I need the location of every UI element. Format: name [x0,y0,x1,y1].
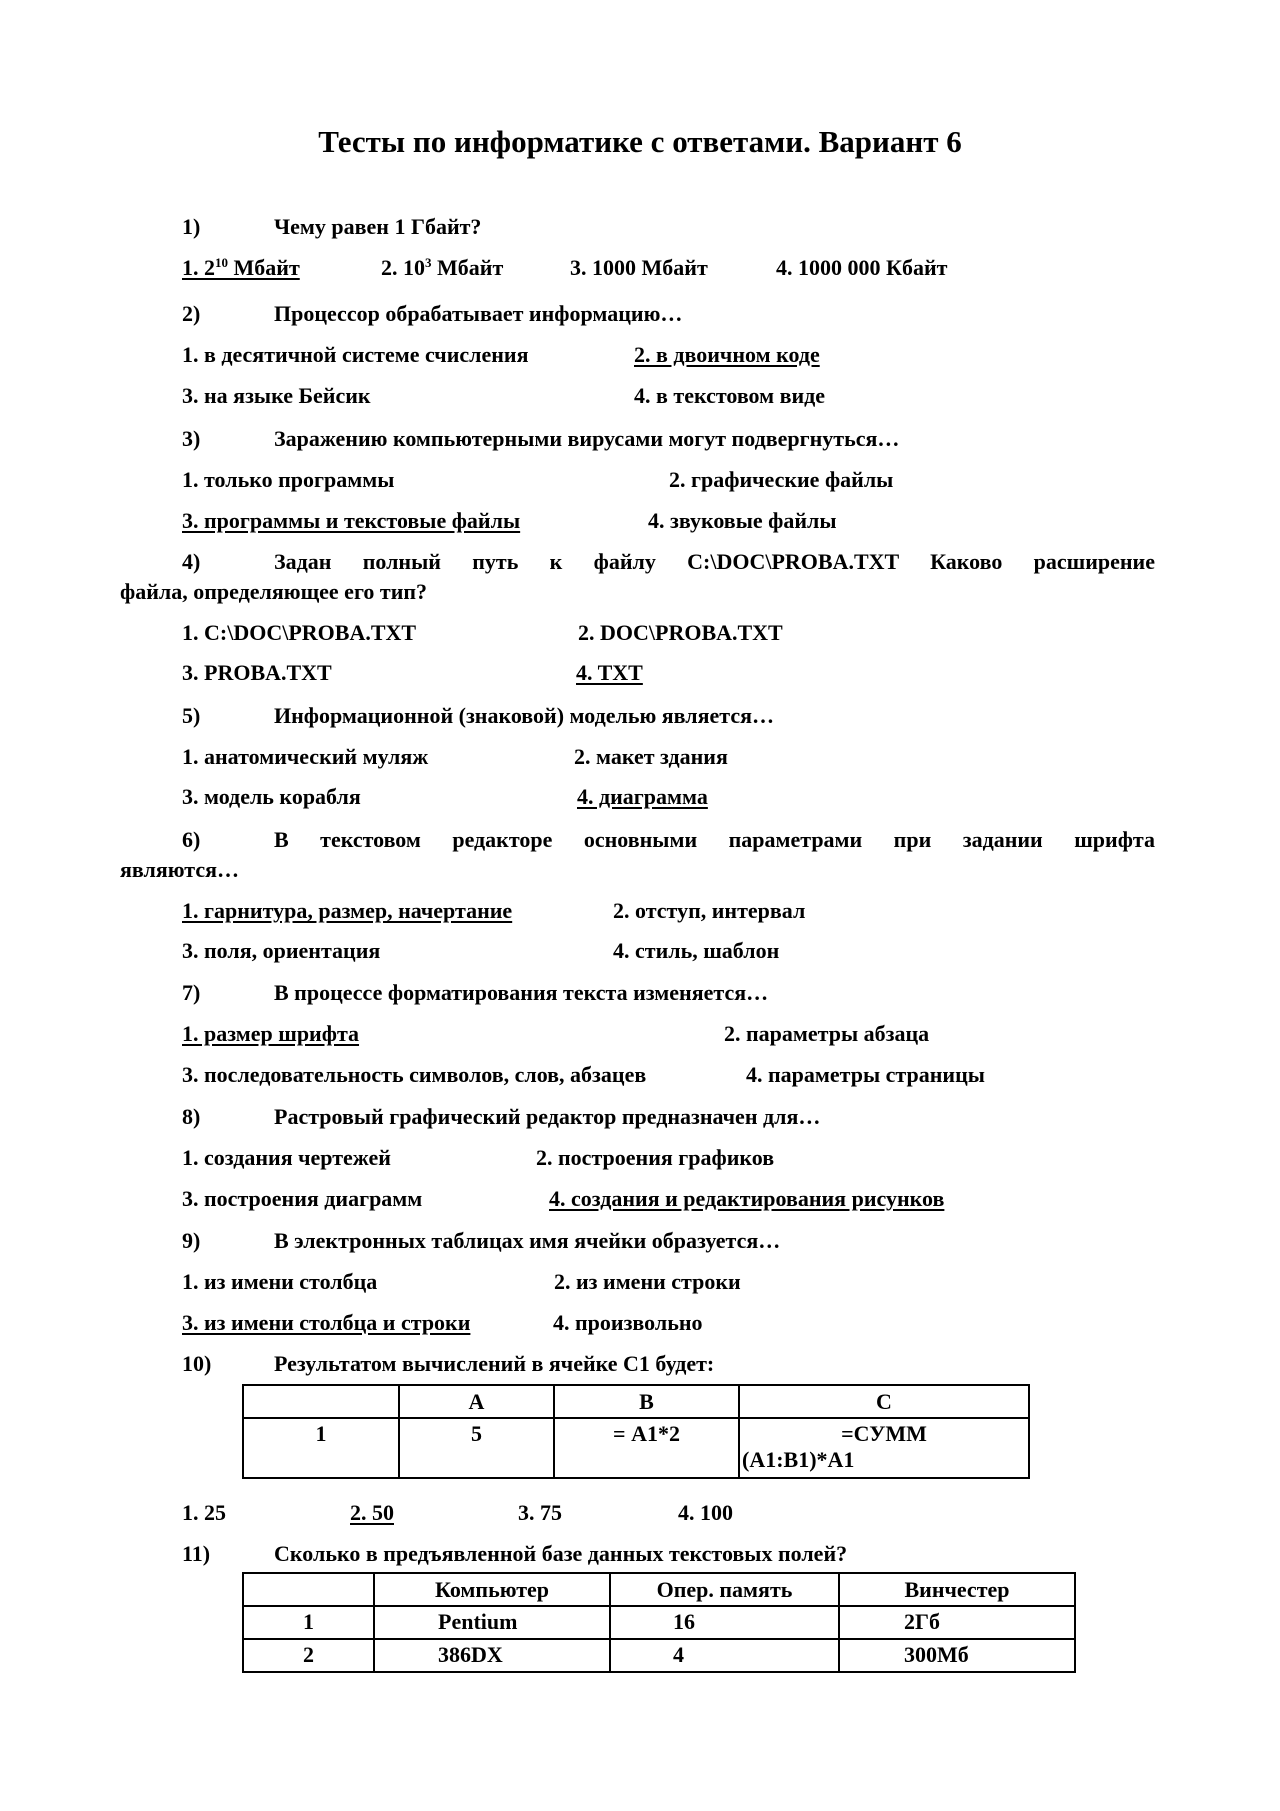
table-cell: 2 [243,1639,374,1672]
answer-option: 2. макет здания [574,744,728,769]
answer-option-correct: 2. в двоичном коде [634,342,820,367]
table-cell [739,1418,1029,1478]
table-row [243,1639,1075,1672]
question-text-continuation: являются… [120,857,240,882]
table-header-row [243,1385,1029,1418]
answer-option-correct: 4. диаграмма [577,784,708,809]
answer-option: 1. создания чертежей [182,1145,391,1170]
spreadsheet-table [242,1384,1030,1479]
question-number: 8) [182,1104,201,1129]
question-number: 9) [182,1228,201,1253]
answer-option: 2. графические файлы [669,467,894,492]
answer-option: 3. построения диаграмм [182,1186,423,1211]
question-text: Заражению компьютерными вирусами могут подвергнуться… [274,426,900,451]
question-text: Растровый графический редактор предназначен для… [274,1104,821,1129]
table-cell: 386DX [374,1639,610,1672]
database-table [242,1572,1076,1673]
table-cell: В [554,1385,739,1418]
table-row [243,1418,1029,1478]
question-text: Процессор обрабатывает информацию… [274,301,683,326]
answer-option: 1. только программы [182,467,395,492]
question-text: Сколько в предъявленной базе данных текстовых полей? [274,1541,848,1566]
question-number: 10) [182,1351,212,1376]
question-number: 11) [182,1541,211,1566]
question-number: 4) [182,549,201,574]
table-cell: Компьютер [374,1573,610,1606]
question-text: Результатом вычислений в ячейке С1 будет: [274,1351,715,1376]
answer-option: 4. параметры страницы [746,1062,985,1087]
answer-option: 4. стиль, шаблон [613,938,780,963]
table-cell: Винчестер [839,1573,1075,1606]
table-cell: Pentium [374,1606,610,1639]
answer-option-correct: 4. TXT [576,660,643,685]
answer-option: 4. звуковые файлы [648,508,837,533]
answer-option: 4. произвольно [553,1310,703,1335]
question-number: 5) [182,703,201,728]
answer-option: 4. 100 [678,1500,733,1525]
answer-option: 2. параметры абзаца [724,1021,930,1046]
table-cell: Опер. память [610,1573,839,1606]
answer-option: 1. 25 [182,1500,226,1525]
table-cell: С [739,1385,1029,1418]
question-text: Информационной (знаковой) моделью является… [274,703,775,728]
question-number: 7) [182,980,201,1005]
answer-option: 3. 75 [518,1500,562,1525]
table-cell: 5 [399,1418,554,1478]
answer-option-correct: 1. $2^{10}$ Мбайт [182,255,300,280]
formula-line: =СУММ [841,1421,927,1446]
answer-option: 3. 1000 Мбайт [570,255,708,280]
question-text: Задан полный путь к файлу C:\DOC\PROBA.TXT Каково расширение [274,549,1155,574]
question-text: В электронных таблицах имя ячейки образуется… [274,1228,781,1253]
answer-option: 3. последовательность символов, слов, абзацев [182,1062,647,1087]
answer-option: 4. в текстовом виде [634,383,826,408]
question-number: 1) [182,214,201,239]
answer-option: 3. на языке Бейсик [182,383,371,408]
question-text: В процессе форматирования текста изменяется… [274,980,769,1005]
question-number: 3) [182,426,201,451]
question-text-continuation: файла, определяющее его тип? [120,579,428,604]
answer-option-correct: 1. гарнитура, размер, начертание [182,898,513,923]
table-cell: = А1*2 [554,1418,739,1478]
table-cell: 1 [243,1418,399,1478]
answer-option-correct: 3. из имени столбца и строки [182,1310,471,1335]
page-title: Тесты по информатике с ответами. Вариант 6 [318,124,962,159]
formula-line: (А1:В1)*А1 [742,1447,855,1472]
answer-option-correct: 4. создания и редактирования рисунков [549,1186,945,1211]
answer-option: 3. PROBA.TXT [182,660,332,685]
table-cell: 4 [610,1639,839,1672]
answer-option: 1. из имени столбца [182,1269,378,1294]
table-header-row [243,1573,1075,1606]
question-text: В текстовом редакторе основными параметрами при задании шрифта [274,827,1155,852]
answer-option: 1. C:\DOC\PROBA.TXT [182,620,417,645]
table-cell: 16 [610,1606,839,1639]
table-cell: А [399,1385,554,1418]
answer-option: 1. в десятичной системе счисления [182,342,529,367]
table-row [243,1606,1075,1639]
question-number: 2) [182,301,201,326]
table-cell [243,1385,399,1418]
answer-option: 2. построения графиков [536,1145,775,1170]
question-text: Чему равен 1 Гбайт? [274,214,482,239]
answer-option: 1. анатомический муляж [182,744,429,769]
answer-option: 2. DOC\PROBA.TXT [578,620,783,645]
answer-option: 3. поля, ориентация [182,938,381,963]
table-cell [243,1573,374,1606]
table-cell: 300Мб [839,1639,1075,1672]
answer-option: 2. из имени строки [554,1269,741,1294]
answer-option-correct: 2. 50 [350,1500,394,1525]
answer-option: 2. $10^3$ Мбайт [381,255,504,280]
table-cell: 2Гб [839,1606,1075,1639]
answer-option: 2. отступ, интервал [613,898,806,923]
answer-option-correct: 1. размер шрифта [182,1021,360,1046]
answer-option: 3. модель корабля [182,784,361,809]
table-cell: 1 [243,1606,374,1639]
answer-option-correct: 3. программы и текстовые файлы [182,508,521,533]
answer-option: 4. 1000 000 Кбайт [776,255,948,280]
question-number: 6) [182,827,201,852]
